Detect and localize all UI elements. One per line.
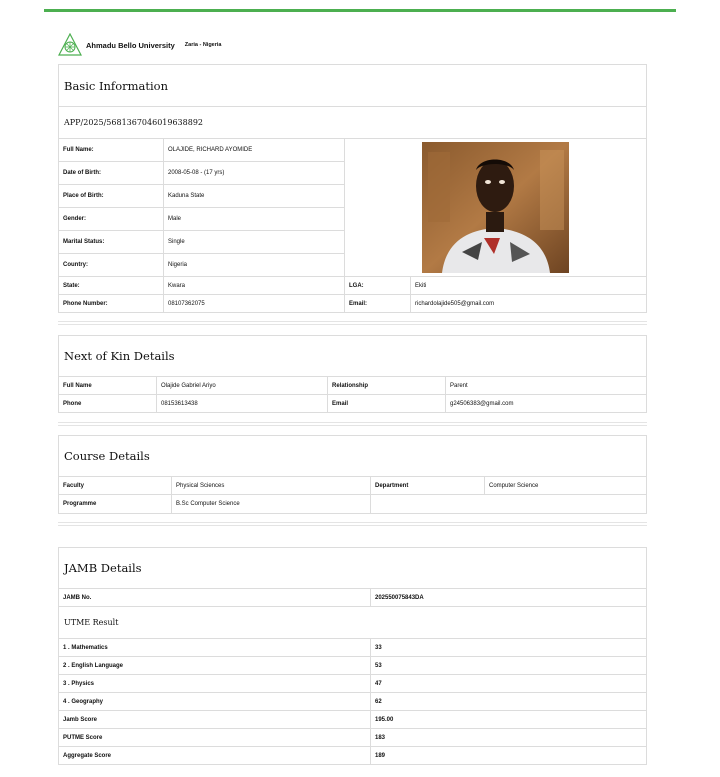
country-label: Country: — [59, 254, 164, 277]
kin-relationship-label: Relationship — [328, 377, 446, 395]
basic-information-section — [58, 64, 647, 313]
page-header — [58, 33, 221, 57]
aggregate-score-value: 189 — [371, 747, 647, 765]
next-of-kin-title: Next of Kin Details — [59, 336, 647, 377]
application-number: APP/2025/5681367046019638892 — [59, 107, 647, 139]
utme-result-title: UTME Result — [59, 607, 647, 639]
jamb-score-value: 195.00 — [371, 711, 647, 729]
faculty-value: Physical Sciences — [172, 477, 371, 495]
phone-number-value: 08107362075 — [164, 295, 345, 313]
university-crest-icon — [58, 33, 82, 57]
university-location: Zaria - Nigeria — [184, 42, 222, 48]
kin-phone-label: Phone — [59, 395, 157, 413]
subject-label: 3 . Physics — [59, 675, 371, 693]
date-of-birth-value: 2008-05-08 - (17 yrs) — [164, 162, 345, 185]
subject-label: 2 . English Language — [59, 657, 371, 675]
jamb-no-label: JAMB No. — [59, 589, 371, 607]
kin-email-value: g24506383@gmail.com — [446, 395, 647, 413]
full-name-value: OLAJIDE, RICHARD AYOMIDE — [164, 139, 345, 162]
place-of-birth-value: Kaduna State — [164, 185, 345, 208]
kin-phone-value: 08153613438 — [157, 395, 328, 413]
email-label: Email: — [345, 295, 411, 313]
kin-name-label: Full Name — [59, 377, 157, 395]
applicant-photo — [422, 142, 569, 273]
gender-value: Male — [164, 208, 345, 231]
full-name-label: Full Name: — [59, 139, 164, 162]
course-details-section — [58, 435, 647, 514]
jamb-details-section — [58, 547, 647, 765]
programme-value: B.Sc Computer Science — [172, 495, 371, 514]
kin-name-value: Olajide Gabriel Ariyo — [157, 377, 328, 395]
faculty-label: Faculty — [59, 477, 172, 495]
programme-label: Programme — [59, 495, 172, 514]
empty-cell — [371, 495, 647, 514]
putme-score-value: 183 — [371, 729, 647, 747]
next-of-kin-section — [58, 335, 647, 413]
department-label: Department — [371, 477, 485, 495]
marital-status-value: Single — [164, 231, 345, 254]
state-value: Kwara — [164, 277, 345, 295]
putme-score-label: PUTME Score — [59, 729, 371, 747]
section-divider — [58, 522, 647, 526]
jamb-details-title: JAMB Details — [59, 548, 647, 589]
department-value: Computer Science — [485, 477, 647, 495]
course-details-title: Course Details — [59, 436, 647, 477]
date-of-birth-label: Date of Birth: — [59, 162, 164, 185]
university-name: Ahmadu Bello University — [86, 40, 175, 50]
subject-score: 62 — [371, 693, 647, 711]
jamb-score-label: Jamb Score — [59, 711, 371, 729]
place-of-birth-label: Place of Birth: — [59, 185, 164, 208]
basic-information-title: Basic Information — [59, 65, 647, 107]
phone-number-label: Phone Number: — [59, 295, 164, 313]
subject-score: 33 — [371, 639, 647, 657]
section-divider — [58, 321, 647, 325]
kin-email-label: Email — [328, 395, 446, 413]
top-accent-bar — [44, 9, 676, 12]
marital-status-label: Marital Status: — [59, 231, 164, 254]
email-value: richardolajide505@gmail.com — [411, 295, 647, 313]
subject-label: 1 . Mathematics — [59, 639, 371, 657]
subject-score: 47 — [371, 675, 647, 693]
subject-label: 4 . Geography — [59, 693, 371, 711]
aggregate-score-label: Aggregate Score — [59, 747, 371, 765]
gender-label: Gender: — [59, 208, 164, 231]
state-label: State: — [59, 277, 164, 295]
section-divider — [58, 422, 647, 426]
subject-score: 53 — [371, 657, 647, 675]
jamb-no-value: 202550075843DA — [371, 589, 647, 607]
lga-value: Ekiti — [411, 277, 647, 295]
lga-label: LGA: — [345, 277, 411, 295]
photo-cell — [345, 139, 647, 277]
kin-relationship-value: Parent — [446, 377, 647, 395]
country-value: Nigeria — [164, 254, 345, 277]
